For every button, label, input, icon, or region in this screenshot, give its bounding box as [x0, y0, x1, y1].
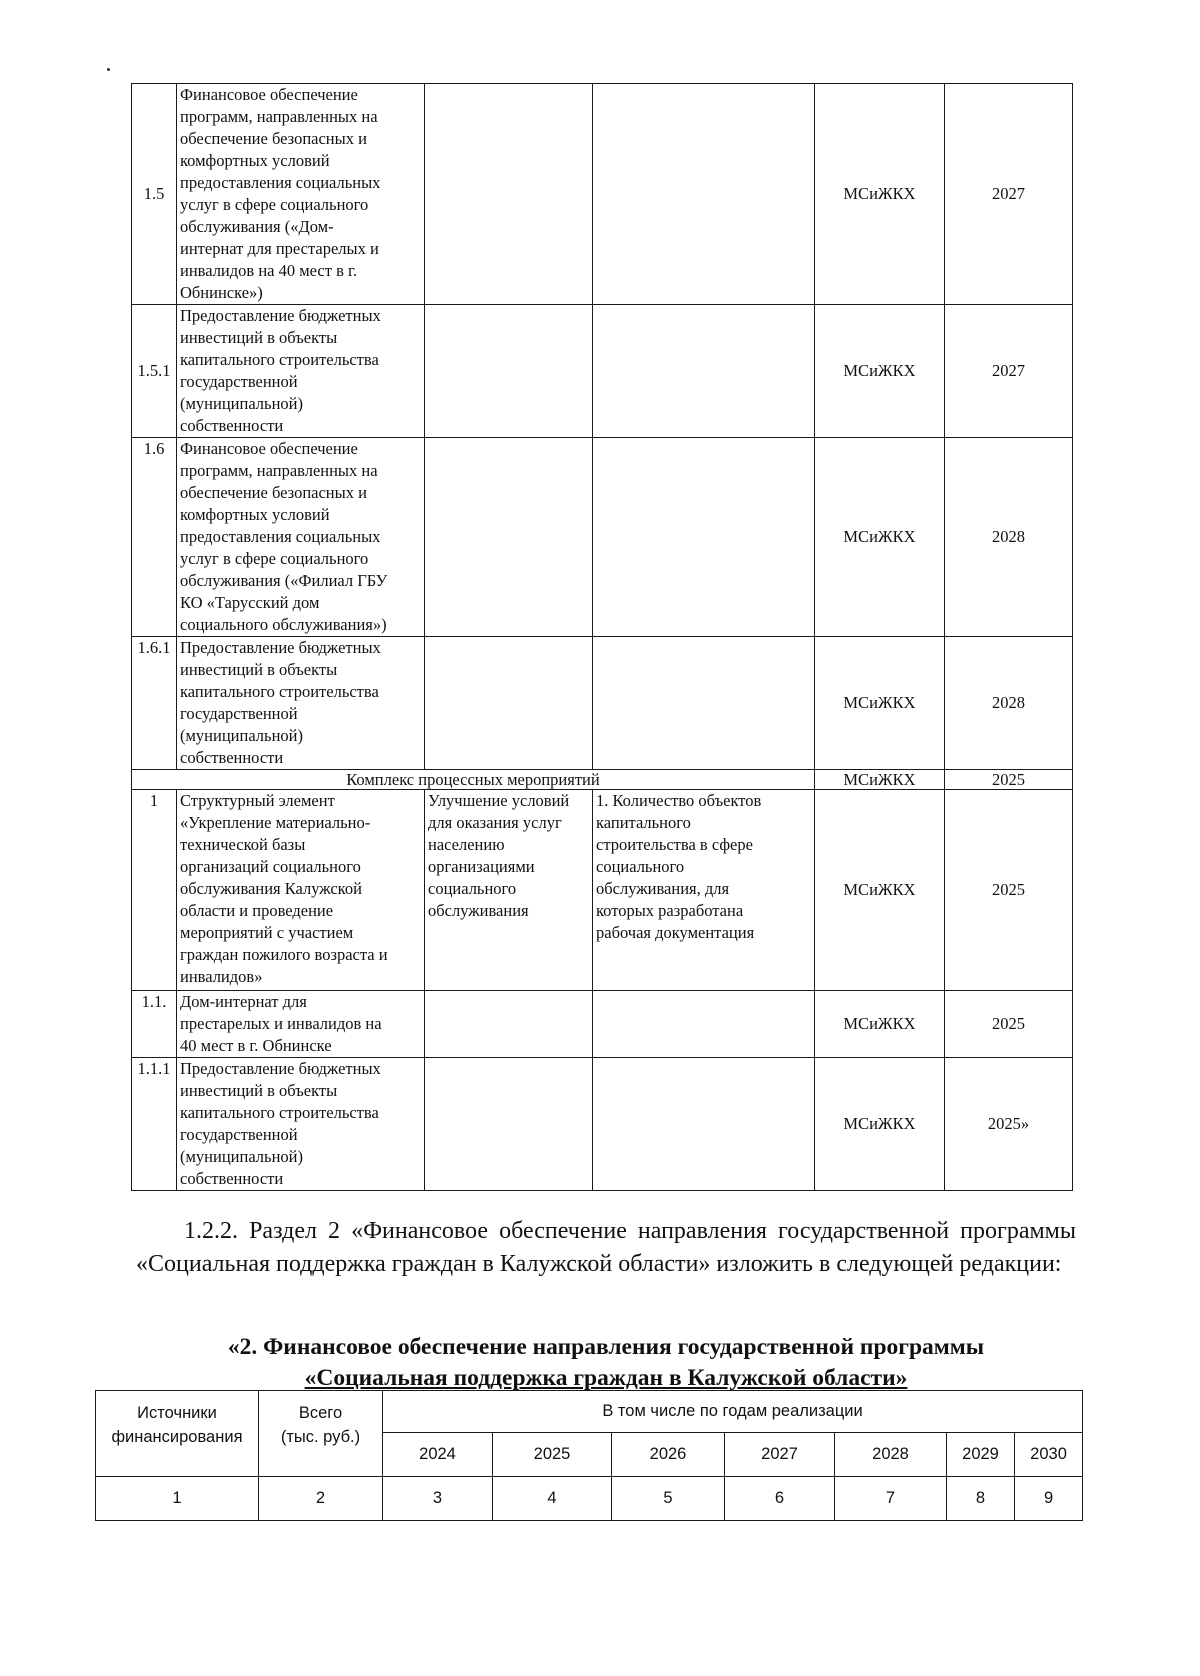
year: 2025	[945, 790, 1073, 991]
row-number: 1.6.1	[132, 637, 177, 770]
section-title: Комплекс процессных мероприятий	[132, 770, 815, 790]
year: 2028	[945, 637, 1073, 770]
executor: МСиЖКХ	[815, 1058, 945, 1191]
column-number: 4	[493, 1477, 612, 1521]
measures-table	[131, 83, 1073, 1191]
section-heading-line-2: «Социальная поддержка граждан в Калужской области»	[304, 1365, 908, 1391]
year-header: 2027	[725, 1433, 835, 1477]
column-number: 3	[383, 1477, 493, 1521]
header-years-group: В том числе по годам реализации	[383, 1391, 1083, 1433]
year-header: 2024	[383, 1433, 493, 1477]
section-row	[132, 770, 1073, 790]
row-number: 1	[132, 790, 177, 991]
measure-goal	[425, 637, 593, 770]
measure-indicator	[593, 438, 815, 637]
measure-indicator: 1. Количество объектов капитального строительства в сфере социального обслуживания, для которых разработана рабочая документация	[593, 790, 815, 991]
table-row	[132, 1058, 1073, 1191]
row-number: 1.5.1	[132, 305, 177, 438]
measure-indicator	[593, 1058, 815, 1191]
year: 2025	[945, 991, 1073, 1058]
measure-goal	[425, 1058, 593, 1191]
measure-goal: Улучшение условий для оказания услуг населению организациями социального обслуживания	[425, 790, 593, 991]
table-row	[132, 991, 1073, 1058]
executor: МСиЖКХ	[815, 84, 945, 305]
executor: МСиЖКХ	[815, 770, 945, 790]
measure-indicator	[593, 305, 815, 438]
executor: МСиЖКХ	[815, 991, 945, 1058]
year-header: 2029	[947, 1433, 1015, 1477]
executor: МСиЖКХ	[815, 790, 945, 991]
section-heading-line-1: «2. Финансовое обеспечение направления государственной программы	[227, 1334, 985, 1360]
row-number: 1.5	[132, 84, 177, 305]
column-number: 6	[725, 1477, 835, 1521]
year: 2027	[945, 305, 1073, 438]
finance-numbering-row	[96, 1477, 1083, 1521]
measure-goal	[425, 438, 593, 637]
header-total: Всего (тыс. руб.)	[259, 1391, 383, 1477]
year-header: 2030	[1015, 1433, 1083, 1477]
year: 2028	[945, 438, 1073, 637]
measure-name: Предоставление бюджетных инвестиций в объекты капитального строительства государственной (муниципальной) собственности	[177, 637, 425, 770]
finance-table	[95, 1390, 1083, 1521]
measure-name: Дом-интернат для престарелых и инвалидов на 40 мест в г. Обнинске	[177, 991, 425, 1058]
section-heading	[136, 1332, 1076, 1394]
table-row	[132, 438, 1073, 637]
column-number: 7	[835, 1477, 947, 1521]
measure-goal	[425, 991, 593, 1058]
measure-name: Предоставление бюджетных инвестиций в объекты капитального строительства государственной (муниципальной) собственности	[177, 305, 425, 438]
measure-indicator	[593, 84, 815, 305]
measure-goal	[425, 305, 593, 438]
measure-name: Финансовое обеспечение программ, направленных на обеспечение безопасных и комфортных условий предоставления социальных услуг в сфере социального обслуживания («Филиал ГБУ КО «Тарусский дом социального обслуживания»)	[177, 438, 425, 637]
row-number: 1.1.	[132, 991, 177, 1058]
executor: МСиЖКХ	[815, 438, 945, 637]
scan-artifact-dot	[107, 68, 110, 71]
year-header: 2025	[493, 1433, 612, 1477]
row-number: 1.1.1	[132, 1058, 177, 1191]
table-row	[132, 305, 1073, 438]
measure-indicator	[593, 991, 815, 1058]
year: 2025	[945, 770, 1073, 790]
table-row	[132, 637, 1073, 770]
year: 2027	[945, 84, 1073, 305]
row-number: 1.6	[132, 438, 177, 637]
measure-name: Структурный элемент «Укрепление материально- технической базы организаций социального обслуживания Калужской области и проведение мероприятий с участием граждан пожилого возраста и инвалидов»	[177, 790, 425, 991]
column-number: 2	[259, 1477, 383, 1521]
measure-name: Предоставление бюджетных инвестиций в объекты капитального строительства государственной (муниципальной) собственности	[177, 1058, 425, 1191]
header-sources: Источники финансирования	[96, 1391, 259, 1477]
column-number: 8	[947, 1477, 1015, 1521]
table-row	[132, 84, 1073, 305]
measure-goal	[425, 84, 593, 305]
column-number: 9	[1015, 1477, 1083, 1521]
table-row	[132, 790, 1073, 991]
measure-indicator	[593, 637, 815, 770]
executor: МСиЖКХ	[815, 305, 945, 438]
year-header: 2028	[835, 1433, 947, 1477]
column-number: 5	[612, 1477, 725, 1521]
measure-name: Финансовое обеспечение программ, направленных на обеспечение безопасных и комфортных условий предоставления социальных услуг в сфере социального обслуживания («Дом- интернат для престарелых и инвалидов на 40 мест в г. Обнинске»)	[177, 84, 425, 305]
amendment-paragraph: 1.2.2. Раздел 2 «Финансовое обеспечение направления государственной программы «Социальная поддержка граждан в Калужской области» изложить в следующей редакции:	[136, 1218, 1076, 1277]
executor: МСиЖКХ	[815, 637, 945, 770]
year-header: 2026	[612, 1433, 725, 1477]
year: 2025»	[945, 1058, 1073, 1191]
column-number: 1	[96, 1477, 259, 1521]
finance-header-row	[96, 1391, 1083, 1433]
